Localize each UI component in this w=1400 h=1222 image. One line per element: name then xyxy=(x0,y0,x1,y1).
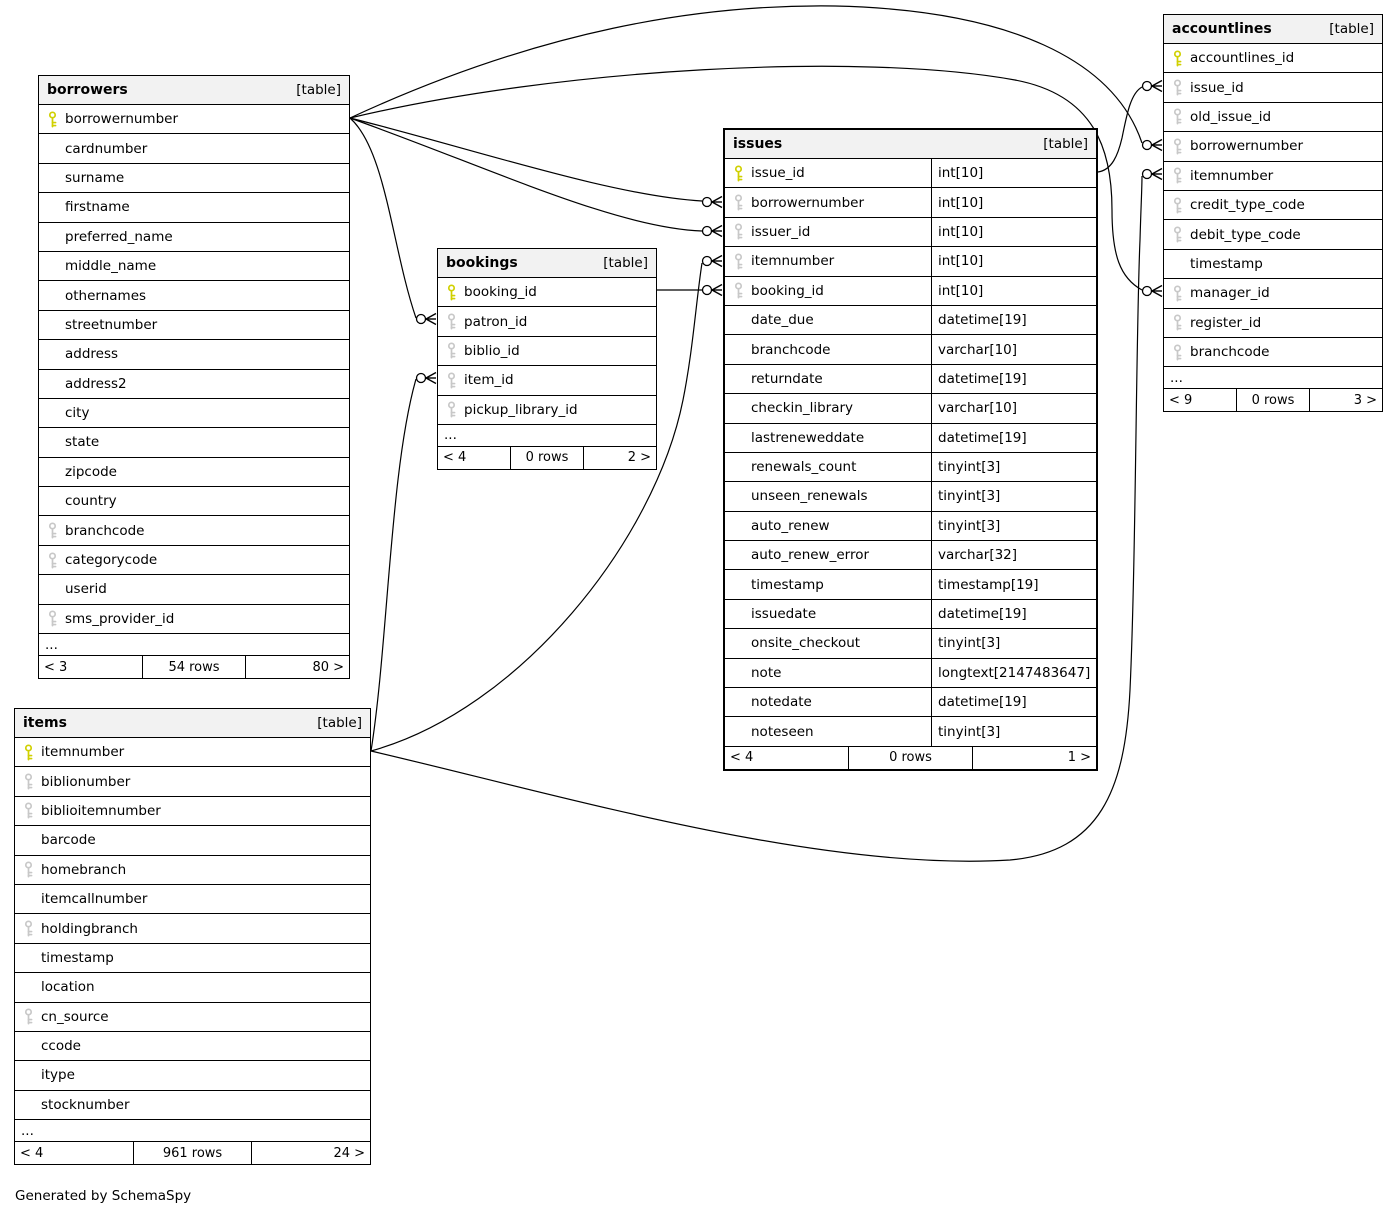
column-name: old_issue_id xyxy=(1190,108,1272,125)
column-row-surname[interactable] xyxy=(39,163,349,192)
key-slot xyxy=(1164,50,1190,67)
foreign-key-icon xyxy=(446,401,457,418)
column-name: lastreneweddate xyxy=(751,429,865,446)
parent-relationships-count: < 4 xyxy=(443,450,467,466)
hidden-columns-ellipsis: ... xyxy=(15,1119,370,1141)
column-row-booking_id[interactable] xyxy=(438,277,656,306)
column-row-middle_name[interactable] xyxy=(39,251,349,280)
column-row-holdingbranch[interactable] xyxy=(15,913,370,942)
column-name: booking_id xyxy=(751,282,824,299)
column-row-branchcode[interactable] xyxy=(1164,337,1382,366)
key-slot xyxy=(1164,108,1190,125)
crow-foot-icon xyxy=(712,202,722,208)
table-header-bookings xyxy=(438,249,656,277)
column-row-othernames[interactable] xyxy=(39,280,349,309)
primary-key-icon xyxy=(1172,50,1183,67)
column-type: longtext[2147483647] xyxy=(931,659,1096,687)
column-row-issuedate[interactable] xyxy=(725,599,1096,628)
column-name: cn_source xyxy=(41,1008,109,1025)
column-row-categorycode[interactable] xyxy=(39,545,349,574)
key-slot xyxy=(438,284,464,301)
column-type: varchar[10] xyxy=(931,335,1096,363)
cardinality-circle-icon xyxy=(1143,82,1152,91)
crow-foot-icon xyxy=(426,378,436,384)
table-stats-footer xyxy=(725,746,1096,769)
column-type: tinyint[3] xyxy=(931,629,1096,657)
column-row-itemnumber[interactable] xyxy=(725,246,1096,275)
foreign-key-icon xyxy=(1172,167,1183,184)
foreign-key-icon xyxy=(1172,226,1183,243)
relationship-borrowers.borrowernumber-to-issues.borrowernumber xyxy=(350,118,722,208)
crow-foot-icon xyxy=(712,290,722,296)
key-slot xyxy=(725,194,751,211)
column-name: issuer_id xyxy=(751,223,811,240)
foreign-key-icon xyxy=(47,522,58,539)
foreign-key-icon xyxy=(733,223,744,240)
crow-foot-icon xyxy=(1152,286,1162,292)
cardinality-circle-icon xyxy=(703,257,712,266)
column-name: state xyxy=(65,434,100,451)
foreign-key-icon xyxy=(23,861,34,878)
column-row-checkin_library[interactable] xyxy=(725,393,1096,422)
column-name: holdingbranch xyxy=(41,920,138,937)
column-name: homebranch xyxy=(41,861,127,878)
column-row-ccode[interactable] xyxy=(15,1031,370,1060)
column-name: credit_type_code xyxy=(1190,197,1305,214)
column-row-timestamp[interactable] xyxy=(1164,249,1382,278)
column-row-branchcode[interactable] xyxy=(39,515,349,544)
column-row-itype[interactable] xyxy=(15,1060,370,1089)
key-slot xyxy=(1164,138,1190,155)
column-row-issue_id[interactable] xyxy=(1164,72,1382,101)
column-row-address[interactable] xyxy=(39,339,349,368)
parent-relationships-count: < 3 xyxy=(44,659,68,675)
column-name: issue_id xyxy=(1190,79,1244,96)
column-name: sms_provider_id xyxy=(65,610,175,627)
primary-key-icon xyxy=(446,284,457,301)
column-type: int[10] xyxy=(931,247,1096,275)
parent-relationships-count: < 4 xyxy=(730,750,754,766)
table-type-label: [table] xyxy=(603,255,648,271)
column-name: surname xyxy=(65,169,125,186)
row-count: 0 rows xyxy=(848,747,973,769)
column-row-timestamp[interactable] xyxy=(15,943,370,972)
column-type: int[10] xyxy=(931,159,1096,187)
crow-foot-icon xyxy=(1152,145,1162,151)
column-row-userid[interactable] xyxy=(39,574,349,603)
hidden-columns-ellipsis: ... xyxy=(1164,366,1382,388)
child-relationships-count: 24 > xyxy=(333,1145,366,1161)
column-name: biblionumber xyxy=(41,773,131,790)
foreign-key-icon xyxy=(733,282,744,299)
table-node-accountlines xyxy=(1163,14,1383,412)
column-row-borrowernumber[interactable] xyxy=(1164,131,1382,160)
column-name: stocknumber xyxy=(41,1096,130,1113)
table-name[interactable]: issues xyxy=(733,136,783,152)
column-row-onsite_checkout[interactable] xyxy=(725,628,1096,657)
cardinality-circle-icon xyxy=(1143,170,1152,179)
crow-foot-icon xyxy=(712,285,722,291)
child-relationships-count: 2 > xyxy=(627,450,651,466)
cardinality-circle-icon xyxy=(1143,141,1152,150)
crow-foot-icon xyxy=(426,373,436,379)
primary-key-icon xyxy=(733,165,744,182)
foreign-key-icon xyxy=(23,802,34,819)
column-name: timestamp xyxy=(751,576,824,593)
column-type: tinyint[3] xyxy=(931,512,1096,540)
key-slot xyxy=(438,342,464,359)
key-slot xyxy=(15,1008,41,1025)
column-row-auto_renew_error[interactable] xyxy=(725,540,1096,569)
table-stats-footer xyxy=(438,446,656,469)
column-row-register_id[interactable] xyxy=(1164,308,1382,337)
relationship-bookings.booking_id-to-issues.booking_id xyxy=(657,285,722,296)
child-relationships-count: 3 > xyxy=(1353,392,1377,408)
column-type: int[10] xyxy=(931,188,1096,216)
column-name: itemnumber xyxy=(751,253,835,270)
table-node-items xyxy=(14,708,371,1165)
column-row-debit_type_code[interactable] xyxy=(1164,219,1382,248)
column-row-booking_id[interactable] xyxy=(725,276,1096,305)
column-name: noteseen xyxy=(751,723,814,740)
table-type-label: [table] xyxy=(296,82,341,98)
column-name: timestamp xyxy=(1190,255,1263,272)
column-row-lastreneweddate[interactable] xyxy=(725,423,1096,452)
column-row-sms_provider_id[interactable] xyxy=(39,604,349,633)
column-type: varchar[32] xyxy=(931,541,1096,569)
column-row-borrowernumber[interactable] xyxy=(39,104,349,133)
key-slot xyxy=(15,773,41,790)
key-slot xyxy=(1164,197,1190,214)
table-node-issues xyxy=(723,128,1098,771)
key-slot xyxy=(725,253,751,270)
column-name: timestamp xyxy=(41,949,114,966)
foreign-key-icon xyxy=(733,253,744,270)
foreign-key-icon xyxy=(733,194,744,211)
row-count: 0 rows xyxy=(1236,389,1310,411)
column-row-accountlines_id[interactable] xyxy=(1164,43,1382,72)
column-name: item_id xyxy=(464,372,514,389)
column-name: firstname xyxy=(65,199,130,216)
table-name[interactable]: accountlines xyxy=(1172,21,1272,37)
foreign-key-icon xyxy=(1172,79,1183,96)
column-name: cardnumber xyxy=(65,140,148,157)
column-name: onsite_checkout xyxy=(751,635,861,652)
column-row-zipcode[interactable] xyxy=(39,457,349,486)
cardinality-circle-icon xyxy=(703,227,712,236)
child-relationships-count: 1 > xyxy=(1067,750,1091,766)
column-name: address2 xyxy=(65,375,127,392)
column-name: borrowernumber xyxy=(65,111,179,128)
crow-foot-icon xyxy=(1152,174,1162,180)
key-slot xyxy=(1164,167,1190,184)
relationship-borrowers.borrowernumber-to-issues.issuer_id xyxy=(350,118,722,237)
column-type: int[10] xyxy=(931,277,1096,305)
crow-foot-icon xyxy=(712,197,722,203)
column-row-old_issue_id[interactable] xyxy=(1164,102,1382,131)
table-stats-footer xyxy=(39,655,349,678)
column-row-note[interactable] xyxy=(725,658,1096,687)
column-type: datetime[19] xyxy=(931,424,1096,452)
foreign-key-icon xyxy=(23,773,34,790)
column-name: pickup_library_id xyxy=(464,401,578,418)
column-name: itemcallnumber xyxy=(41,891,148,908)
column-name: issue_id xyxy=(751,165,805,182)
generator-credit: Generated by SchemaSpy xyxy=(15,1188,192,1204)
cardinality-circle-icon xyxy=(417,315,426,324)
key-slot xyxy=(725,165,751,182)
column-name: country xyxy=(65,493,117,510)
row-count: 961 rows xyxy=(133,1142,253,1164)
column-row-renewals_count[interactable] xyxy=(725,452,1096,481)
column-name: note xyxy=(751,664,782,681)
column-row-barcode[interactable] xyxy=(15,825,370,854)
foreign-key-icon xyxy=(1172,285,1183,302)
column-row-cn_source[interactable] xyxy=(15,1002,370,1031)
column-name: borrowernumber xyxy=(751,194,865,211)
foreign-key-icon xyxy=(446,313,457,330)
column-name: borrowernumber xyxy=(1190,138,1304,155)
column-row-noteseen[interactable] xyxy=(725,716,1096,745)
key-slot xyxy=(15,861,41,878)
column-name: barcode xyxy=(41,832,96,849)
crow-foot-icon xyxy=(712,226,722,232)
column-row-patron_id[interactable] xyxy=(438,306,656,335)
column-row-homebranch[interactable] xyxy=(15,855,370,884)
column-name: itype xyxy=(41,1067,75,1084)
table-stats-footer xyxy=(1164,388,1382,411)
column-type: varchar[10] xyxy=(931,394,1096,422)
key-slot xyxy=(1164,226,1190,243)
column-name: ccode xyxy=(41,1038,81,1055)
column-name: returndate xyxy=(751,370,823,387)
crow-foot-icon xyxy=(1152,81,1162,87)
column-row-location[interactable] xyxy=(15,972,370,1001)
column-row-itemcallnumber[interactable] xyxy=(15,884,370,913)
key-slot xyxy=(438,313,464,330)
row-count: 0 rows xyxy=(510,447,584,469)
table-name[interactable]: items xyxy=(23,715,67,731)
column-name: categorycode xyxy=(65,552,158,569)
column-row-stocknumber[interactable] xyxy=(15,1090,370,1119)
column-type: timestamp[19] xyxy=(931,570,1096,598)
column-row-unseen_renewals[interactable] xyxy=(725,481,1096,510)
foreign-key-icon xyxy=(47,610,58,627)
table-type-label: [table] xyxy=(1043,136,1088,152)
table-type-label: [table] xyxy=(317,715,362,731)
column-name: date_due xyxy=(751,312,814,329)
foreign-key-icon xyxy=(23,920,34,937)
crow-foot-icon xyxy=(712,261,722,267)
column-row-cardnumber[interactable] xyxy=(39,133,349,162)
column-name: streetnumber xyxy=(65,316,158,333)
column-row-timestamp[interactable] xyxy=(725,569,1096,598)
column-name: userid xyxy=(65,581,107,598)
crow-foot-icon xyxy=(1152,291,1162,297)
column-row-branchcode[interactable] xyxy=(725,334,1096,363)
foreign-key-icon xyxy=(446,372,457,389)
column-row-issue_id[interactable] xyxy=(725,158,1096,187)
column-type: datetime[19] xyxy=(931,600,1096,628)
column-row-credit_type_code[interactable] xyxy=(1164,190,1382,219)
column-name: othernames xyxy=(65,287,147,304)
column-row-notedate[interactable] xyxy=(725,687,1096,716)
column-row-streetnumber[interactable] xyxy=(39,310,349,339)
crow-foot-icon xyxy=(712,231,722,237)
column-name: preferred_name xyxy=(65,228,173,245)
column-row-issuer_id[interactable] xyxy=(725,217,1096,246)
cardinality-circle-icon xyxy=(703,198,712,207)
column-name: accountlines_id xyxy=(1190,50,1295,67)
column-name: unseen_renewals xyxy=(751,488,868,505)
column-row-date_due[interactable] xyxy=(725,305,1096,334)
column-name: branchcode xyxy=(65,522,145,539)
key-slot xyxy=(15,802,41,819)
column-type: int[10] xyxy=(931,218,1096,246)
relationship-issues.issue_id-to-accountlines.issue_id xyxy=(1098,81,1162,173)
primary-key-icon xyxy=(47,111,58,128)
key-slot xyxy=(438,401,464,418)
column-name: issuedate xyxy=(751,606,817,623)
foreign-key-icon xyxy=(1172,344,1183,361)
column-name: register_id xyxy=(1190,314,1262,331)
column-type: datetime[19] xyxy=(931,365,1096,393)
table-stats-footer xyxy=(15,1141,370,1164)
column-type: tinyint[3] xyxy=(931,482,1096,510)
column-row-manager_id[interactable] xyxy=(1164,278,1382,307)
column-name: branchcode xyxy=(1190,344,1270,361)
column-name: patron_id xyxy=(464,313,528,330)
key-slot xyxy=(1164,344,1190,361)
cardinality-circle-icon xyxy=(417,374,426,383)
column-name: city xyxy=(65,405,90,422)
column-name: biblioitemnumber xyxy=(41,802,161,819)
column-row-biblio_id[interactable] xyxy=(438,336,656,365)
foreign-key-icon xyxy=(1172,108,1183,125)
column-name: renewals_count xyxy=(751,459,857,476)
column-row-biblionumber[interactable] xyxy=(15,766,370,795)
column-name: debit_type_code xyxy=(1190,226,1301,243)
table-name[interactable]: bookings xyxy=(446,255,518,271)
column-type: datetime[19] xyxy=(931,306,1096,334)
column-name: zipcode xyxy=(65,463,117,480)
foreign-key-icon xyxy=(47,552,58,569)
crow-foot-icon xyxy=(1152,86,1162,92)
column-row-item_id[interactable] xyxy=(438,365,656,394)
foreign-key-icon xyxy=(1172,314,1183,331)
hidden-columns-ellipsis: ... xyxy=(39,633,349,655)
crow-foot-icon xyxy=(1152,140,1162,146)
column-row-firstname[interactable] xyxy=(39,192,349,221)
column-row-city[interactable] xyxy=(39,398,349,427)
table-type-label: [table] xyxy=(1329,21,1374,37)
column-name: biblio_id xyxy=(464,342,520,359)
table-header-issues xyxy=(725,130,1096,158)
column-row-itemnumber[interactable] xyxy=(1164,161,1382,190)
key-slot xyxy=(15,744,41,761)
table-name[interactable]: borrowers xyxy=(47,82,128,98)
foreign-key-icon xyxy=(1172,138,1183,155)
table-node-bookings xyxy=(437,248,657,470)
column-name: auto_renew_error xyxy=(751,547,870,564)
relationship-items.itemnumber-to-bookings.item_id xyxy=(371,373,436,752)
key-slot xyxy=(725,282,751,299)
column-name: address xyxy=(65,346,119,363)
table-header-items xyxy=(15,709,370,737)
key-slot xyxy=(438,372,464,389)
crow-foot-icon xyxy=(426,314,436,320)
key-slot xyxy=(1164,285,1190,302)
column-row-state[interactable] xyxy=(39,427,349,456)
column-type: tinyint[3] xyxy=(931,717,1096,745)
column-row-preferred_name[interactable] xyxy=(39,222,349,251)
parent-relationships-count: < 9 xyxy=(1169,392,1193,408)
table-header-accountlines xyxy=(1164,15,1382,43)
column-name: location xyxy=(41,979,95,996)
key-slot xyxy=(39,522,65,539)
key-slot xyxy=(39,552,65,569)
cardinality-circle-icon xyxy=(703,286,712,295)
column-row-address2[interactable] xyxy=(39,369,349,398)
column-row-itemnumber[interactable] xyxy=(15,737,370,766)
crow-foot-icon xyxy=(1152,169,1162,175)
row-count: 54 rows xyxy=(142,656,247,678)
foreign-key-icon xyxy=(446,342,457,359)
primary-key-icon xyxy=(23,744,34,761)
parent-relationships-count: < 4 xyxy=(20,1145,44,1161)
crow-foot-icon xyxy=(426,319,436,325)
column-row-returndate[interactable] xyxy=(725,364,1096,393)
key-slot xyxy=(39,610,65,627)
column-name: itemnumber xyxy=(1190,167,1274,184)
column-name: manager_id xyxy=(1190,285,1270,302)
foreign-key-icon xyxy=(1172,197,1183,214)
hidden-columns-ellipsis: ... xyxy=(438,424,656,446)
column-name: auto_renew xyxy=(751,517,830,534)
column-row-country[interactable] xyxy=(39,486,349,515)
column-name: itemnumber xyxy=(41,744,125,761)
child-relationships-count: 80 > xyxy=(312,659,345,675)
column-name: middle_name xyxy=(65,258,157,275)
key-slot xyxy=(1164,314,1190,331)
column-row-auto_renew[interactable] xyxy=(725,511,1096,540)
table-header-borrowers xyxy=(39,76,349,104)
column-name: booking_id xyxy=(464,284,537,301)
column-type: datetime[19] xyxy=(931,688,1096,716)
column-name: branchcode xyxy=(751,341,831,358)
key-slot xyxy=(15,920,41,937)
relationship-borrowers.borrowernumber-to-bookings.patron_id xyxy=(350,118,436,325)
key-slot xyxy=(1164,79,1190,96)
column-row-borrowernumber[interactable] xyxy=(725,187,1096,216)
crow-foot-icon xyxy=(712,256,722,262)
key-slot xyxy=(725,223,751,240)
foreign-key-icon xyxy=(23,1008,34,1025)
column-row-biblioitemnumber[interactable] xyxy=(15,796,370,825)
column-name: checkin_library xyxy=(751,400,854,417)
cardinality-circle-icon xyxy=(1143,287,1152,296)
column-type: tinyint[3] xyxy=(931,453,1096,481)
column-name: notedate xyxy=(751,694,812,711)
column-row-pickup_library_id[interactable] xyxy=(438,395,656,424)
key-slot xyxy=(39,111,65,128)
table-node-borrowers xyxy=(38,75,350,679)
